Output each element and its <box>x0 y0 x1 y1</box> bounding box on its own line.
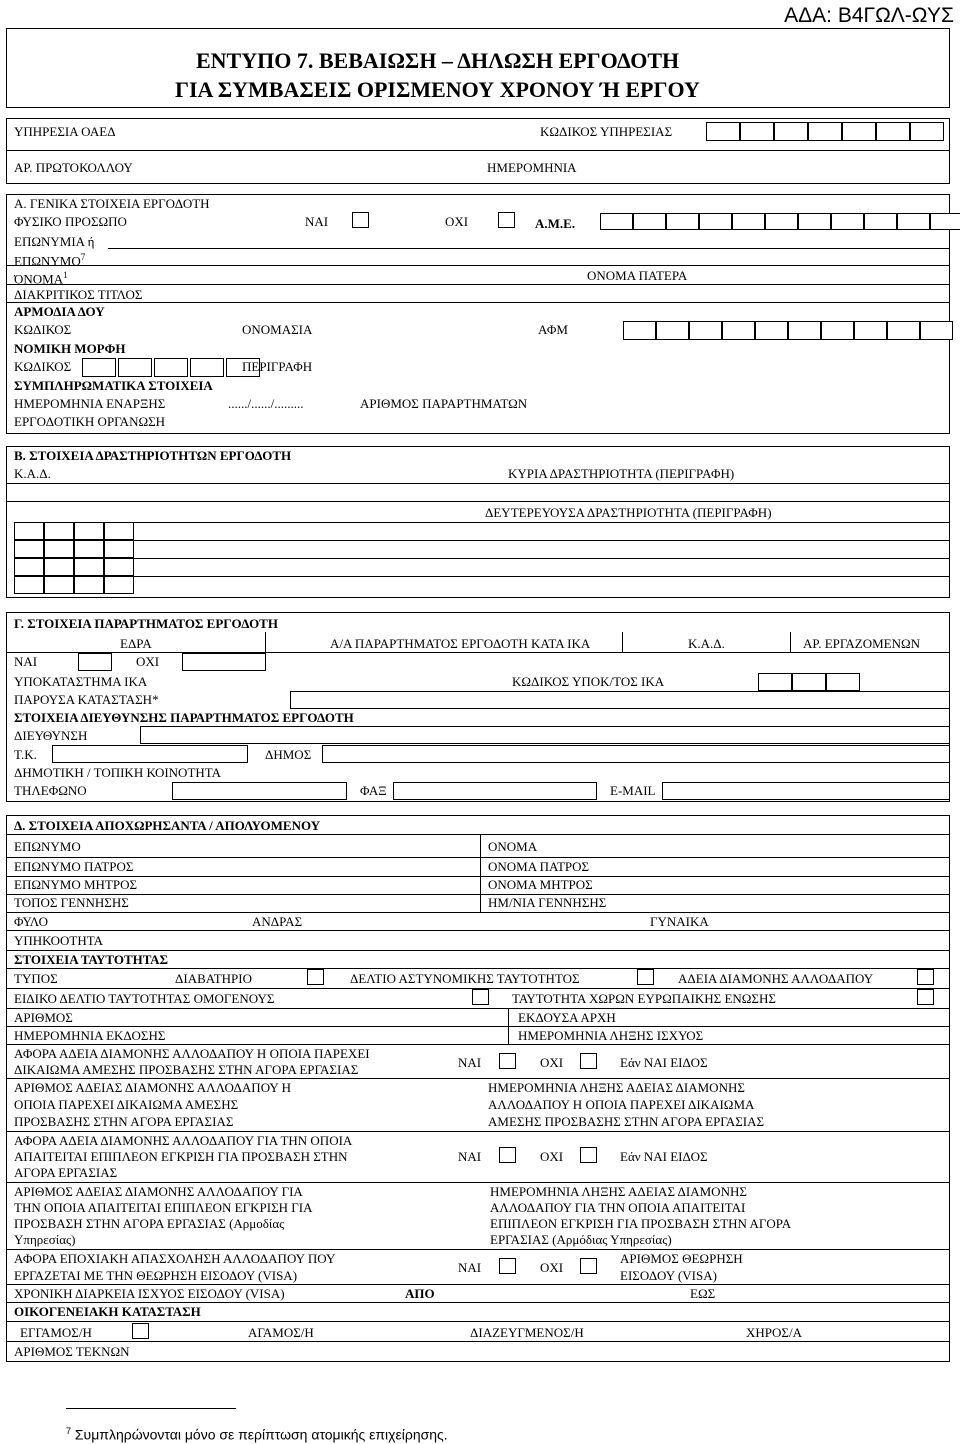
kad-cell[interactable] <box>44 540 74 558</box>
kad-cell[interactable] <box>74 576 104 594</box>
input-cell[interactable] <box>788 321 821 340</box>
police-id-checkbox[interactable] <box>637 969 654 985</box>
company-label-line1: ΕΠΩΝΥΜΙΑ ή <box>14 234 95 249</box>
q3-yes-checkbox[interactable] <box>499 1147 516 1163</box>
q4-line4: Υπηρεσίας) <box>14 1232 76 1247</box>
input-cell[interactable] <box>722 321 755 340</box>
employees-label: ΑΡ. ΕΡΓΑΖΟΜΕΝΩΝ <box>803 636 921 651</box>
input-cell[interactable] <box>910 122 944 141</box>
physical-person-label: ΦΥΣΙΚΟ ΠΡΟΣΩΠΟ <box>14 214 127 229</box>
input-cell[interactable] <box>623 321 656 340</box>
footnote <box>66 1423 448 1444</box>
legal-form-heading: ΝΟΜΙΚΗ ΜΟΡΦΗ <box>14 341 126 356</box>
form-title-line1: ΕΝΤΥΠΟ 7. ΒΕΒΑΙΩΣΗ – ΔΗΛΩΣΗ ΕΡΓΟΔΟΤΗ <box>196 48 680 73</box>
form-title-line2: ΓΙΑ ΣΥΜΒΑΣΕΙΣ ΟΡΙΣΜΕΝΟΥ ΧΡΟΝΟΥ Ή ΕΡΓΟΥ <box>175 77 700 102</box>
branch-kad-label: Κ.Α.Δ. <box>688 636 725 651</box>
kad-cell[interactable] <box>104 576 134 594</box>
main-activity-label: ΚΥΡΙΑ ΔΡΑΣΤΗΡΙΟΤΗΤΑ (ΠΕΡΙΓΡΑΦΗ) <box>508 466 735 481</box>
q1-yes-checkbox[interactable] <box>499 1053 516 1069</box>
kad-cell[interactable] <box>104 522 134 540</box>
police-id-label: ΔΕΛΤΙΟ ΑΣΤΥΝΟΜΙΚΗΣ ΤΑΥΤΟΤΗΤΟΣ <box>350 971 580 986</box>
q4-line3: ΠΡΟΣΒΑΣΗ ΣΤΗΝ ΑΓΟΡΑ ΕΡΓΑΣΙΑΣ (Αρμοδίας <box>14 1216 285 1231</box>
section-d-heading: Δ. ΣΤΟΙΧΕΙΑ ΑΠΟΧΩΡΗΣΑΝΤΑ / ΑΠΟΛΥΟΜΕΝΟΥ <box>14 818 321 833</box>
q5-no-checkbox[interactable] <box>580 1258 597 1274</box>
female-label: ΓΥΝΑΙΚΑ <box>650 914 709 929</box>
input-cell[interactable] <box>887 321 920 340</box>
visa-number-line2: ΕΙΣΟΔΟΥ (VISA) <box>620 1268 717 1283</box>
divorced-label: ΔΙΑΖΕΥΓΜΕΝΟΣ/Η <box>470 1325 584 1340</box>
ada-code: ΑΔΑ: Β4ΓΩΛ-ΩΥΣ <box>784 4 954 27</box>
kad-cell[interactable] <box>104 558 134 576</box>
q3-yes-label: ΝΑΙ <box>458 1149 482 1164</box>
input-cell[interactable] <box>876 122 910 141</box>
distinctive-title-label: ΔΙΑΚΡΙΤΙΚΟΣ ΤΙΤΛΟΣ <box>14 287 143 302</box>
q5-line2: ΕΡΓΑΖΕΤΑΙ ΜΕ ΤΗΝ ΘΕΩΡΗΣΗ ΕΙΣΟΔΟΥ (VISA) <box>14 1268 298 1283</box>
q3-line1: ΑΦΟΡΑ ΑΔΕΙΑ ΔΙΑΜΟΝΗΣ ΑΛΛΟΔΑΠΟΥ ΓΙΑ ΤΗΝ ΟΠΟΙΑ <box>14 1133 353 1148</box>
married-label: ΕΓΓΑΜΟΣ/Η <box>20 1325 92 1340</box>
q5-line1: ΑΦΟΡΑ ΕΠΟΧΙΑΚΗ ΑΠΑΣΧΟΛΗΣΗ ΑΛΛΟΔΑΠΟΥ ΠΟΥ <box>14 1251 336 1266</box>
legal-desc-label: ΠΕΡΙΓΡΑΦΗ <box>242 359 313 374</box>
input-cell[interactable] <box>758 673 792 691</box>
q2-right-line3: ΑΜΕΣΗΣ ΠΡΟΣΒΑΣΗΣ ΣΤΗΝ ΑΓΟΡΑ ΕΡΓΑΣΙΑΣ <box>488 1114 765 1129</box>
email-label: E-MAIL <box>610 783 656 798</box>
q4-right-line4: ΕΡΓΑΣΙΑΣ (Αρμόδιας Υπηρεσίας) <box>490 1232 672 1247</box>
q3-if-yes-label: Εάν ΝΑΙ ΕΙΔΟΣ <box>620 1149 708 1164</box>
footnote-mark: 7 <box>66 1426 72 1436</box>
q2-line1: ΑΡΙΘΜΟΣ ΑΔΕΙΑΣ ΔΙΑΜΟΝΗΣ ΑΛΛΟΔΑΠΟΥ Η <box>14 1080 291 1095</box>
expiry-date-label: ΗΜΕΡΟΜΗΝΙΑ ΛΗΞΗΣ ΙΣΧΥΟΣ <box>518 1028 704 1043</box>
afm-label: ΑΦΜ <box>538 322 568 337</box>
residence-permit-label: ΑΔΕΙΑ ΔΙΑΜΟΝΗΣ ΑΛΛΟΔΑΠΟΥ <box>678 971 874 986</box>
physical-no-label: ΟΧΙ <box>445 214 469 229</box>
phone-field[interactable] <box>172 782 347 800</box>
visa-number-line1: ΑΡΙΘΜΟΣ ΘΕΩΡΗΣΗ <box>620 1251 743 1266</box>
employer-org-label: ΕΡΓΟΔΟΤΙΚΗ ΟΡΓΑΝΩΣΗ <box>14 414 166 429</box>
kad-label: Κ.Α.Δ. <box>14 466 51 481</box>
input-cell[interactable] <box>190 358 224 377</box>
id-heading: ΣΤΟΙΧΕΙΑ ΤΑΥΤΟΤΗΤΑΣ <box>14 952 169 967</box>
input-cell[interactable] <box>82 358 116 377</box>
input-cell[interactable] <box>633 213 666 230</box>
protocol-label: ΑΡ. ΠΡΩΤΟΚΟΛΛΟΥ <box>14 160 133 175</box>
q5-yes-label: ΝΑΙ <box>458 1260 482 1275</box>
ame-label: Α.Μ.Ε. <box>535 216 576 231</box>
father-name-label: ΟΝΟΜΑ ΠΑΤΕΡΑ <box>587 268 688 283</box>
service-code-label: ΚΩΔΙΚΟΣ ΥΠΗΡΕΣΙΑΣ <box>540 124 673 139</box>
input-cell[interactable] <box>920 321 953 340</box>
email-field[interactable] <box>662 782 950 800</box>
sex-label: ΦΥΛΟ <box>14 914 49 929</box>
kad-cell[interactable] <box>14 522 44 540</box>
eu-id-checkbox[interactable] <box>917 989 934 1005</box>
q1-no-checkbox[interactable] <box>580 1053 597 1069</box>
residence-permit-checkbox[interactable] <box>917 969 934 985</box>
seat-yes-label: ΝΑΙ <box>14 654 38 669</box>
seat-no-box[interactable] <box>182 653 266 671</box>
input-cell[interactable] <box>689 321 722 340</box>
q1-yes-label: ΝΑΙ <box>458 1055 482 1070</box>
eu-id-label: ΤΑΥΤΟΤΗΤΑ ΧΩΡΩΝ ΕΥΡΩΠΑΙΚΗΣ ΕΝΩΣΗΣ <box>512 991 776 1006</box>
q3-no-checkbox[interactable] <box>580 1147 597 1163</box>
birthdate-label: ΗΜ/ΝΙΑ ΓΕΝΝΗΣΗΣ <box>488 895 607 910</box>
input-cell[interactable] <box>826 673 860 691</box>
input-cell[interactable] <box>706 122 740 141</box>
input-cell[interactable] <box>656 321 689 340</box>
homogeneis-id-label: ΕΙΔΙΚΟ ΔΕΛΤΙΟ ΤΑΥΤΟΤΗΤΑΣ ΟΜΟΓΕΝΟΥΣ <box>14 991 275 1006</box>
issue-date-label: ΗΜΕΡΟΜΗΝΙΑ ΕΚΔΟΣΗΣ <box>14 1028 166 1043</box>
address-field[interactable] <box>140 726 950 744</box>
input-cell[interactable] <box>792 673 826 691</box>
seat-label: ΕΔΡΑ <box>120 636 152 651</box>
kad-cell[interactable] <box>14 540 44 558</box>
fax-field[interactable] <box>393 782 597 800</box>
seat-yes-box[interactable] <box>78 653 112 671</box>
input-cell[interactable] <box>732 213 765 230</box>
input-cell[interactable] <box>854 321 887 340</box>
kad-cell[interactable] <box>44 576 74 594</box>
ika-branch-label: ΥΠΟΚΑΤΑΣΤΗΜΑ ΙΚΑ <box>14 674 148 689</box>
visa-duration-label: ΧΡΟΝΙΚΗ ΔΙΑΡΚΕΙΑ ΙΣΧΥΟΣ ΕΙΣΟΔΟΥ (VISA) <box>14 1286 285 1301</box>
input-cell[interactable] <box>808 122 842 141</box>
section-b-heading: Β. ΣΤΟΙΧΕΙΑ ΔΡΑΣΤΗΡΙΟΤΗΤΩΝ ΕΡΓΟΔΟΤΗ <box>14 448 292 463</box>
single-label: ΑΓΑΜΟΣ/Η <box>248 1325 314 1340</box>
physical-yes-label: ΝΑΙ <box>305 214 329 229</box>
footnote-text: Συμπληρώνονται μόνο σε περίπτωση ατομικής επιχείρησης. <box>74 1426 448 1443</box>
input-cell[interactable] <box>798 213 831 230</box>
q4-line1: ΑΡΙΘΜΟΣ ΑΔΕΙΑΣ ΔΙΑΜΟΝΗΣ ΑΛΛΟΔΑΠΟΥ ΓΙΑ <box>14 1184 303 1199</box>
passport-label: ΔΙΑΒΑΤΗΡΙΟ <box>175 971 252 986</box>
family-status-heading: ΟΙΚΟΓΕΝΕΙΑΚΗ ΚΑΤΑΣΤΑΣΗ <box>14 1304 201 1319</box>
postcode-label: Τ.Κ. <box>14 747 37 762</box>
branch-address-heading: ΣΤΟΙΧΕΙΑ ΔΙΕΥΘΥΝΣΗΣ ΠΑΡΑΡΤΗΜΑΤΟΣ ΕΡΓΟΔΟΤΗ <box>14 710 354 725</box>
kad-cell[interactable] <box>44 558 74 576</box>
input-cell[interactable] <box>831 213 864 230</box>
status-label: ΠΑΡΟΥΣΑ ΚΑΤΑΣΤΑΣΗ* <box>14 692 159 707</box>
passport-checkbox[interactable] <box>307 969 324 985</box>
input-cell[interactable] <box>154 358 188 377</box>
section-c-heading: Γ. ΣΤΟΙΧΕΙΑ ΠΑΡΑΡΤΗΜΑΤΟΣ ΕΡΓΟΔΟΤΗ <box>14 616 278 631</box>
q2-right-line1: ΗΜΕΡΟΜΗΝΙΑ ΛΗΞΗΣ ΑΔΕΙΑΣ ΔΙΑΜΟΝΗΣ <box>488 1080 745 1095</box>
birthplace-label: ΤΟΠΟΣ ΓΕΝΝΗΣΗΣ <box>14 895 129 910</box>
kad-cell[interactable] <box>104 540 134 558</box>
children-count-label: ΑΡΙΘΜΟΣ ΤΕΚΝΩΝ <box>14 1344 130 1359</box>
kad-cell[interactable] <box>44 522 74 540</box>
physical-yes-checkbox[interactable] <box>352 212 369 228</box>
input-cell[interactable] <box>740 122 774 141</box>
mother-surname-label: ΕΠΩΝΥΜΟ ΜΗΤΡΟΣ <box>14 877 138 892</box>
input-cell[interactable] <box>774 122 808 141</box>
widowed-label: ΧΗΡΟΣ/Α <box>746 1325 802 1340</box>
q2-line3: ΠΡΟΣΒΑΣΗΣ ΣΤΗΝ ΑΓΟΡΑ ΕΡΓΑΣΙΑΣ <box>14 1114 234 1129</box>
municipality-label: ΔΗΜΟΣ <box>265 747 312 762</box>
q4-line2: ΤΗΝ ΟΠΟΙΑ ΑΠΑΙΤΕΙΤΑΙ ΕΠΙΠΛΕΟΝ ΕΓΚΡΙΣΗ ΓΙΑ <box>14 1200 313 1215</box>
doy-code-label: ΚΩΔΙΚΟΣ <box>14 322 72 337</box>
q3-line3: ΑΓΟΡΑ ΕΡΓΑΣΙΑΣ <box>14 1165 118 1180</box>
q4-right-line2: ΑΛΛΟΔΑΠΟΥ ΓΙΑ ΤΗΝ ΟΠΟΙΑ ΑΠΑΙΤΕΙΤΑΙ <box>490 1200 746 1215</box>
footnote-ref-1: 1 <box>63 270 68 280</box>
first-name-label: ΟΝΟΜΑ <box>488 839 538 854</box>
input-cell[interactable] <box>842 122 876 141</box>
input-cell[interactable] <box>765 213 798 230</box>
kad-cell[interactable] <box>14 558 44 576</box>
q4-right-line1: ΗΜΕΡΟΜΗΝΙΑ ΛΗΞΗΣ ΑΔΕΙΑΣ ΔΙΑΜΟΝΗΣ <box>490 1184 747 1199</box>
service-label: ΥΠΗΡΕΣΙΑ ΟΑΕΔ <box>14 124 116 139</box>
status-field[interactable] <box>290 691 950 709</box>
input-cell[interactable] <box>930 213 960 230</box>
homogeneis-id-checkbox[interactable] <box>472 989 489 1005</box>
fax-label: ΦΑΞ <box>360 783 387 798</box>
kad-cell[interactable] <box>74 540 104 558</box>
input-cell[interactable] <box>864 213 897 230</box>
start-date-label: ΗΜΕΡΟΜΗΝΙΑ ΕΝΑΡΞΗΣ <box>14 396 166 411</box>
legal-code-label: ΚΩΔΙΚΟΣ <box>14 359 72 374</box>
kad-cell[interactable] <box>74 558 104 576</box>
kad-cell[interactable] <box>14 576 44 594</box>
q5-no-label: ΟΧΙ <box>540 1260 564 1275</box>
postcode-field[interactable] <box>52 745 248 763</box>
id-number-label: ΑΡΙΘΜΟΣ <box>14 1010 73 1025</box>
q1-line2: ΔΙΚΑΙΩΜΑ ΑΜΕΣΗΣ ΠΡΟΣΒΑΣΗΣ ΣΤΗΝ ΑΓΟΡΑ ΕΡΓΑΣΙΑΣ <box>14 1062 359 1077</box>
father-name-label-d: ΟΝΟΜΑ ΠΑΤΡΟΣ <box>488 859 590 874</box>
q1-line1: ΑΦΟΡΑ ΑΔΕΙΑ ΔΙΑΜΟΝΗΣ ΑΛΛΟΔΑΠΟΥ Η ΟΠΟΙΑ ΠΑΡΕΧΕΙ <box>14 1046 370 1061</box>
company-label-text: ΕΠΩΝΥΜΟ <box>14 253 81 269</box>
q3-line2: ΑΠΑΙΤΕΙΤΑΙ ΕΠΙΠΛΕΟΝ ΕΓΚΡΙΣΗ ΓΙΑ ΠΡΟΣΒΑΣΗ ΣΤΗΝ <box>14 1149 348 1164</box>
input-cell[interactable] <box>755 321 788 340</box>
q2-right-line2: ΑΛΛΟΔΑΠΟΥ Η ΟΠΟΙΑ ΠΑΡΕΧΕΙ ΔΙΚΑΙΩΜΑ <box>488 1097 755 1112</box>
footnote-ref-7: 7 <box>80 252 86 262</box>
physical-no-checkbox[interactable] <box>498 212 515 228</box>
id-type-label: ΤΥΠΟΣ <box>14 971 58 986</box>
mother-name-label: ΟΝΟΜΑ ΜΗΤΡΟΣ <box>488 877 593 892</box>
seat-no-label: ΟΧΙ <box>136 654 160 669</box>
male-label: ΑΝΔΡΑΣ <box>252 914 303 929</box>
input-cell[interactable] <box>118 358 152 377</box>
phone-label: ΤΗΛΕΦΩΝΟ <box>14 783 87 798</box>
q5-yes-checkbox[interactable] <box>499 1258 516 1274</box>
q4-right-line3: ΕΠΙΠΛΕΟΝ ΕΓΚΡΙΣΗ ΓΙΑ ΠΡΟΣΒΑΣΗ ΣΤΗΝ ΑΓΟΡΑ <box>490 1216 792 1231</box>
secondary-activity-label: ΔΕΥΤΕΡΕΥΟΥΣΑ ΔΡΑΣΤΗΡΙΟΤΗΤΑ (ΠΕΡΙΓΡΑΦΗ) <box>485 505 772 520</box>
kad-cell[interactable] <box>74 522 104 540</box>
q1-no-label: ΟΧΙ <box>540 1055 564 1070</box>
doy-name-label: ΟΝΟΜΑΣΙΑ <box>242 322 313 337</box>
municipality-field[interactable] <box>322 745 950 763</box>
issuer-label: ΕΚΔΟΥΣΑ ΑΡΧΗ <box>518 1010 616 1025</box>
q2-line2: ΟΠΟΙΑ ΠΑΡΕΧΕΙ ΔΙΚΑΙΩΜΑ ΑΜΕΣΗΣ <box>14 1097 239 1112</box>
input-cell[interactable] <box>600 213 633 230</box>
married-checkbox[interactable] <box>132 1323 149 1339</box>
ika-code-label: ΚΩΔΙΚΟΣ ΥΠΟΚ/ΤΟΣ ΙΚΑ <box>512 674 665 689</box>
branches-count-label: ΑΡΙΘΜΟΣ ΠΑΡΑΡΤΗΜΑΤΩΝ <box>360 396 528 411</box>
visa-from-label: ΑΠΟ <box>405 1286 435 1301</box>
surname-label: ΕΠΩΝΥΜΟ <box>14 839 81 854</box>
section-a-heading: Α. ΓΕΝΙΚΑ ΣΤΟΙΧΕΙΑ ΕΡΓΟΔΟΤΗ <box>14 196 210 211</box>
branch-no-label: Α/Α ΠΑΡΑΡΤΗΜΑΤΟΣ ΕΡΓΟΔΟΤΗ ΚΑΤΑ ΙΚΑ <box>330 636 591 651</box>
father-surname-label: ΕΠΩΝΥΜΟ ΠΑΤΡΟΣ <box>14 859 134 874</box>
doy-heading: ΑΡΜΟΔΙΑ ΔΟΥ <box>14 304 105 319</box>
address-label: ΔΙΕΥΘΥΝΣΗ <box>14 728 88 743</box>
date-label: ΗΜΕΡΟΜΗΝΙΑ <box>487 160 577 175</box>
input-cell[interactable] <box>666 213 699 230</box>
name-label-text: ΌΝΟΜΑ <box>14 271 64 287</box>
community-label: ΔΗΜΟΤΙΚΗ / ΤΟΠΙΚΗ ΚΟΙΝΟΤΗΤΑ <box>14 765 222 780</box>
visa-to-label: ΕΩΣ <box>690 1286 716 1301</box>
supplementary-heading: ΣΥΜΠΛΗΡΩΜΑΤΙΚΑ ΣΤΟΙΧΕΙΑ <box>14 378 213 393</box>
q1-if-yes-label: Εάν ΝΑΙ ΕΙΔΟΣ <box>620 1055 708 1070</box>
citizenship-label: ΥΠΗΚΟΟΤΗΤΑ <box>14 933 104 948</box>
input-cell[interactable] <box>897 213 930 230</box>
q3-no-label: ΟΧΙ <box>540 1149 564 1164</box>
start-date-value[interactable]: ....../....../......... <box>228 396 304 411</box>
input-cell[interactable] <box>699 213 732 230</box>
input-cell[interactable] <box>821 321 854 340</box>
